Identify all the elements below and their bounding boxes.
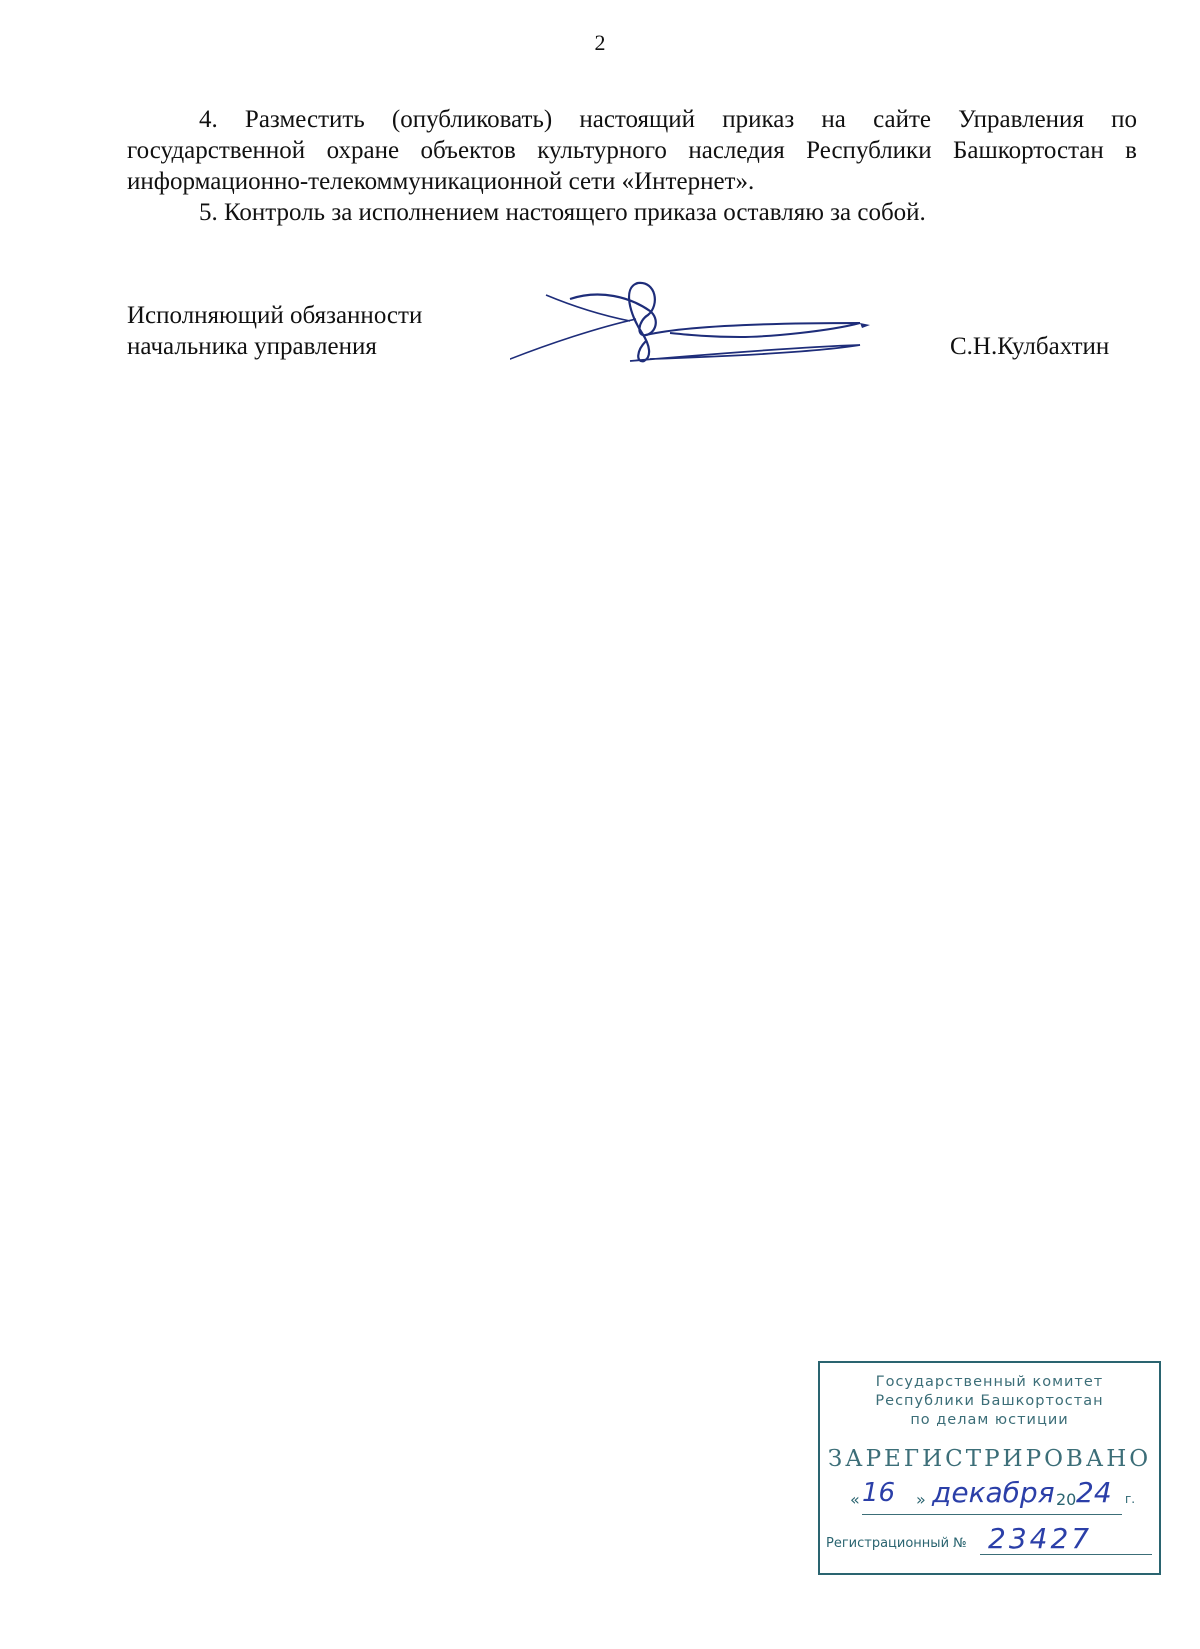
stamp-reg-number: 23427 xyxy=(988,1522,1093,1555)
stamp-registration-row xyxy=(820,1524,1159,1556)
stamp-date-year-abbr: г. xyxy=(1125,1492,1136,1506)
signer-title-line1: Исполняющий обязанности xyxy=(127,302,423,329)
signature-stroke-1 xyxy=(570,283,656,361)
registration-stamp xyxy=(818,1361,1161,1575)
stamp-org-line1: Государственный комитет xyxy=(875,1374,1104,1390)
signature-stroke-4 xyxy=(510,319,636,363)
stamp-date-open-quote: « xyxy=(850,1490,860,1509)
signer-title-line2: начальника управления xyxy=(127,333,377,360)
page-number: 2 xyxy=(594,30,606,55)
stamp-date-close-quote: » xyxy=(916,1490,926,1509)
stamp-reg-underline xyxy=(980,1554,1152,1555)
stamp-date-year-suffix: 24 xyxy=(1076,1476,1112,1509)
paragraph-4: 4. Разместить (опубликовать) настоящий приказ на сайте Управления по государственной охране объектов культурного наследия Республики Башкортостан в информационно-телекоммуникационной сети «Интернет». xyxy=(127,106,1137,195)
stamp-status: ЗАРЕГИСТРИРОВАНО xyxy=(827,1446,1152,1472)
stamp-date-underline xyxy=(862,1514,1122,1515)
paragraph-5: 5. Контроль за исполнением настоящего приказа оставляю за собой. xyxy=(199,199,926,226)
stamp-organization xyxy=(820,1373,1159,1430)
stamp-date-row xyxy=(820,1478,1159,1518)
document-body xyxy=(127,104,1137,228)
signature-stroke-5 xyxy=(546,295,630,321)
signature-stroke-6 xyxy=(860,323,870,328)
handwritten-signature xyxy=(510,275,910,395)
signature-stroke-2 xyxy=(646,323,860,337)
stamp-date-year-prefix: 20 xyxy=(1056,1490,1077,1509)
signer-name: С.Н.Кулбахтин xyxy=(950,333,1110,360)
stamp-reg-label: Регистрационный № xyxy=(826,1536,967,1551)
signer-title xyxy=(127,300,422,362)
stamp-date-month: декабря xyxy=(932,1476,1055,1509)
stamp-org-line2: Республики Башкортостан xyxy=(875,1393,1104,1409)
stamp-org-line3: по делам юстиции xyxy=(910,1412,1069,1428)
stamp-date-day: 16 xyxy=(862,1478,896,1508)
signature-stroke-3 xyxy=(630,345,860,361)
